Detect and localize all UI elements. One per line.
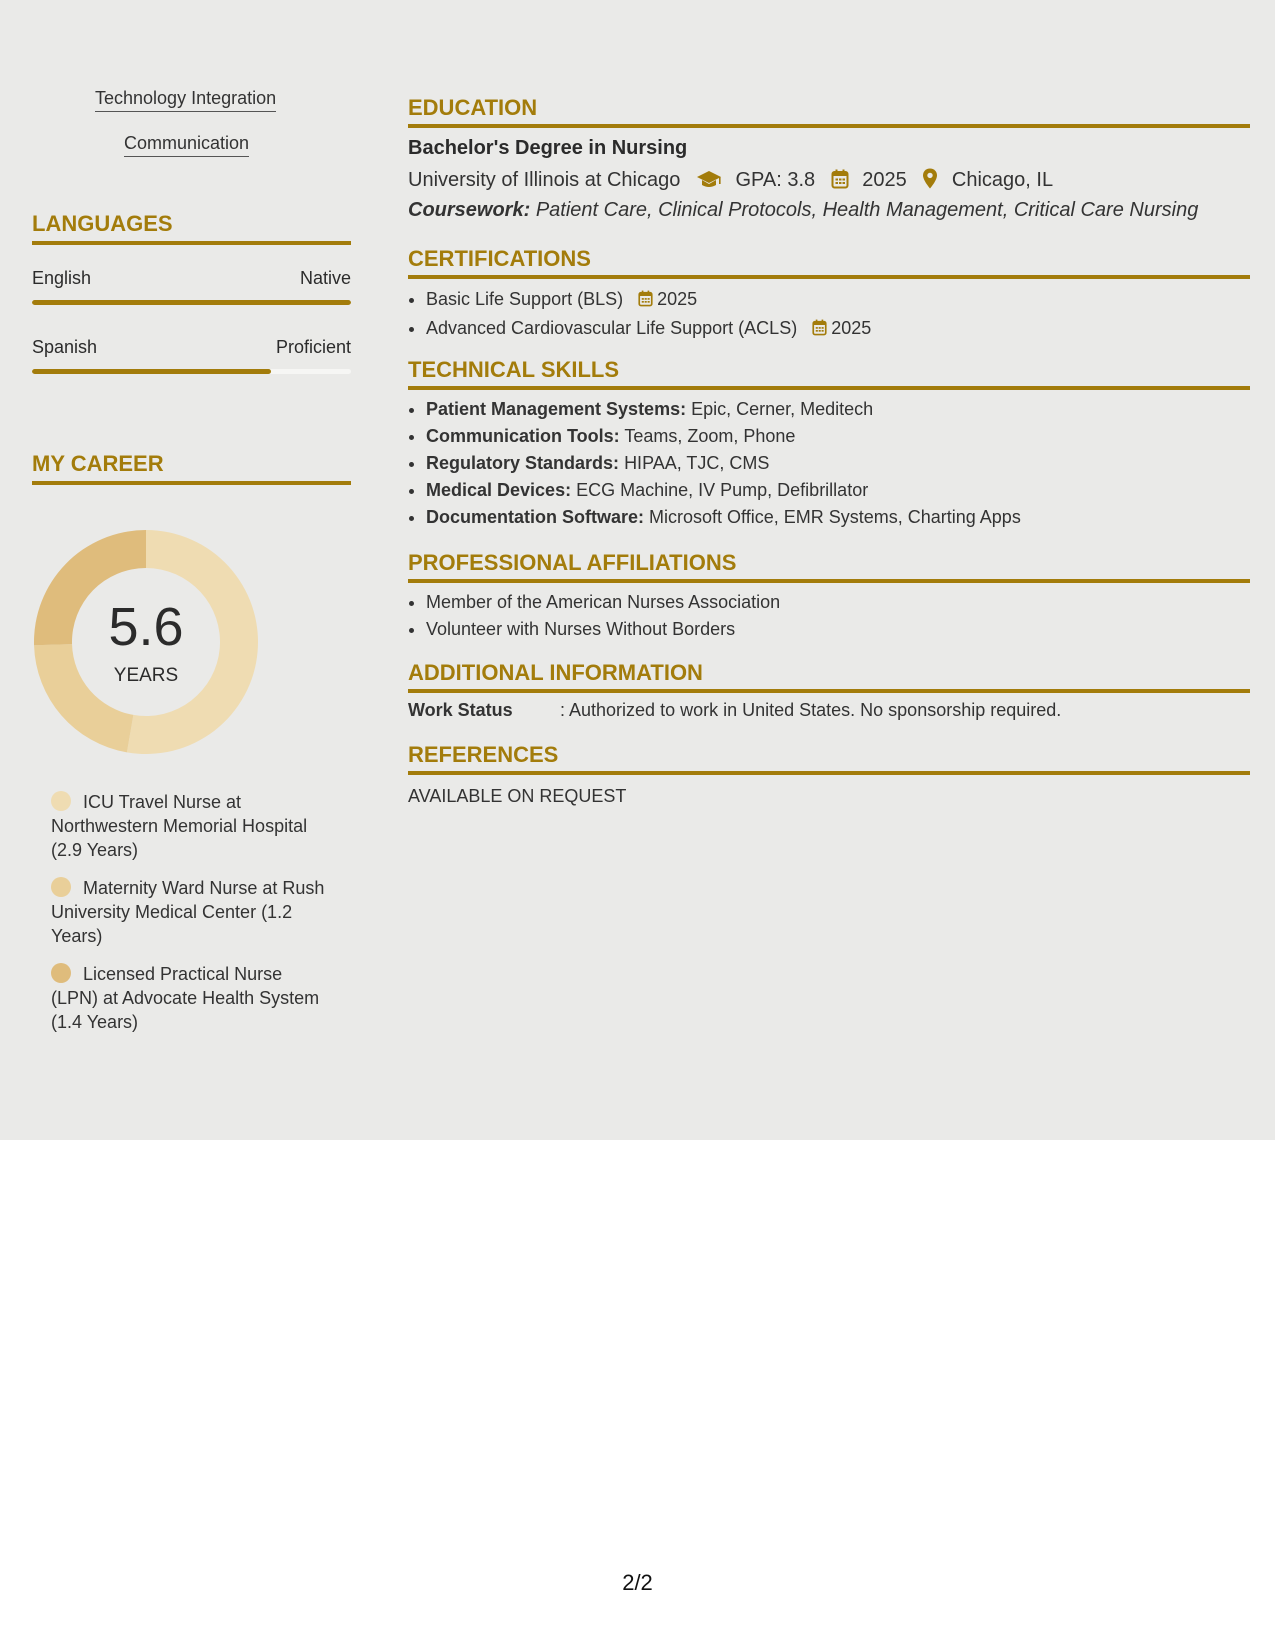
language-bar [32,369,351,374]
school-name: University of Illinois at Chicago [408,169,681,191]
legend-item [51,962,331,1034]
work-status-row [408,700,1061,721]
skill-category: Documentation Software: [426,507,645,527]
work-status-label: Work Status [408,700,513,720]
list-item [426,477,1021,504]
language-bar-fill [32,369,271,374]
language-level: Proficient [275,337,351,357]
affiliations-list [408,589,780,643]
skill-values: ECG Machine, IV Pump, Defibrillator [576,480,869,500]
skill-tag: Communication [124,133,249,157]
career-total-years: 5.6 [108,597,184,657]
calendar-icon [638,288,653,315]
language-bar-fill [32,300,351,305]
degree-title: Bachelor's Degree in Nursing [408,137,688,159]
additional-info-heading: ADDITIONAL INFORMATION [408,660,1250,693]
page-number: 2/2 [622,1570,653,1595]
certification-year: 2025 [657,289,698,309]
calendar-icon [812,317,827,344]
calendar-icon [831,169,849,195]
languages-heading: LANGUAGES [32,211,351,245]
legend-label: Licensed Practical Nurse (LPN) at Advocate Health System (1.4 Years) [51,964,320,1032]
gpa: GPA: 3.8 [735,169,816,191]
references-heading: REFERENCES [408,742,1250,775]
list-item [426,315,871,344]
career-legend [51,790,331,1048]
certification-name: Basic Life Support (BLS) [426,289,624,309]
legend-item [51,790,331,862]
graduation-cap-icon [696,169,722,195]
list-item: • Volunteer with Nurses Without Borders [426,616,780,643]
language-bar [32,300,351,305]
certification-name: Advanced Cardiovascular Life Support (ACLS) [426,318,798,338]
language-name: English [32,268,92,288]
legend-dot [51,877,71,897]
affiliations-heading: PROFESSIONAL AFFILIATIONS [408,550,1250,583]
career-heading: MY CAREER [32,451,351,485]
education-heading: EDUCATION [408,95,1250,128]
language-name: Spanish [32,337,98,357]
technical-skills-heading: TECHNICAL SKILLS [408,357,1250,390]
list-item [426,423,1021,450]
coursework [408,199,1198,222]
legend-label: ICU Travel Nurse at Northwestern Memorial Hospital (2.9 Years) [51,792,308,860]
education-details [408,168,1053,195]
career-total-unit: YEARS [113,665,179,686]
skill-category: Medical Devices: [426,480,572,500]
certification-year: 2025 [831,318,872,338]
coursework-label: Coursework: [408,199,531,221]
skill-category: Patient Management Systems: [426,399,687,419]
graduation-year: 2025 [862,169,907,191]
skill-tag: Technology Integration [95,88,276,112]
language-level: Native [299,268,351,288]
work-status-value: : Authorized to work in United States. No sponsorship required. [560,700,1062,720]
skill-values: Epic, Cerner, Meditech [691,399,874,419]
list-item: • Member of the American Nurses Association [426,589,780,616]
legend-dot [51,963,71,983]
skill-category: Communication Tools: [426,426,620,446]
location-pin-icon [922,168,938,195]
skill-values: Microsoft Office, EMR Systems, Charting Apps [649,507,1021,527]
certifications-heading: CERTIFICATIONS [408,246,1250,279]
legend-dot [51,791,71,811]
list-item [426,396,1021,423]
legend-label: Maternity Ward Nurse at Rush University Medical Center (1.2 Years) [51,878,325,946]
references-text: AVAILABLE ON REQUEST [408,786,627,806]
skill-values: Teams, Zoom, Phone [624,426,796,446]
technical-skills-list [408,396,1021,531]
list-item [426,286,871,315]
education-location: Chicago, IL [951,169,1054,191]
certifications-list [408,286,871,344]
skill-values: HIPAA, TJC, CMS [624,453,770,473]
coursework-list: Patient Care, Clinical Protocols, Health Management, Critical Care Nursing [535,199,1199,221]
donut-segment [34,644,133,752]
skill-category: Regulatory Standards: [426,453,620,473]
list-item [426,504,1021,531]
list-item [426,450,1021,477]
legend-item [51,876,331,948]
